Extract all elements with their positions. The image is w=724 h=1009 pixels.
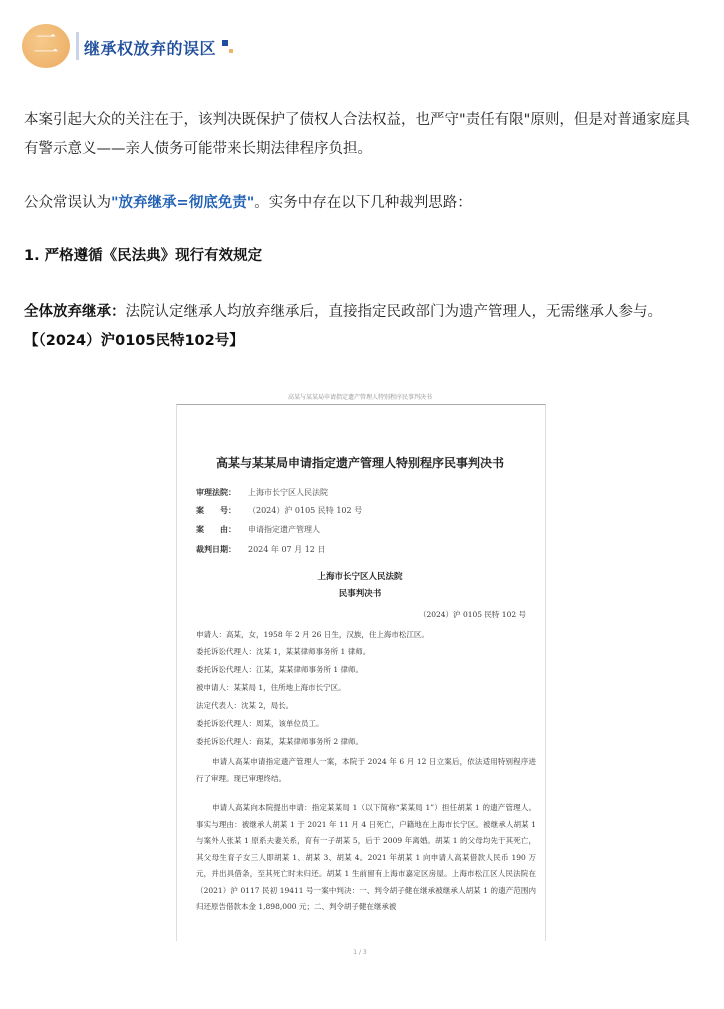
- paragraph-misconception: [24, 189, 700, 218]
- body-paragraph: 申请人高某申请指定遗产管理人一案，本院于 2024 年 6 月 12 日立案后，依法适用特别程序进行了审理。现已审理终结。: [196, 757, 536, 783]
- section-title: 继承权放弃的误区: [84, 39, 217, 58]
- meta-label: 审理法院：: [196, 487, 236, 497]
- party-line: 委托诉讼代理人：周某，该单位员工。: [196, 719, 324, 728]
- meta-row-court: [196, 487, 328, 498]
- document-type: 民事判决书: [338, 589, 382, 599]
- misconception-prefix: 公众常误认为: [24, 195, 111, 211]
- section-header: [22, 22, 322, 72]
- party-line: 委托诉讼代理人：江某，某某律师事务所 1 律师。: [196, 665, 364, 674]
- case-number: （2024）沪 0105 民特 102 号: [418, 610, 526, 619]
- party-line: 委托诉讼代理人：沈某 1，某某律师事务所 1 律师。: [196, 647, 371, 656]
- meta-label: 裁判日期：: [196, 544, 236, 554]
- misconception-suffix: 。实务中存在以下几种裁判思路：: [254, 195, 472, 211]
- document-title: 高某与某某局申请指定遗产管理人特别程序民事判决书: [215, 456, 504, 470]
- section-number-badge: [22, 24, 70, 68]
- decor-square-icon: [222, 40, 228, 46]
- page-number: 1 / 3: [353, 949, 367, 956]
- document-running-header: 高某与某某局申请指定遗产管理人特别程序民事判决书: [287, 394, 432, 401]
- meta-label: 案 号：: [196, 505, 236, 515]
- meta-row-cause: [196, 524, 320, 535]
- body-paragraph: 申请人高某向本院提出申请：指定某某局 1（以下简称“某某局 1”）担任胡某 1 的遗产管理人。事实与理由：被继承人胡某 1 于 2021 年 11 月 4 日死亡，户籍地在上海市长宁区。被继承人胡某 1 与案外人张某 1 原系夫妻关系，育有一子胡某 5，后于 2009 年离婚。胡某 1 的父母均先于其死亡，其父母生育子女三人即胡某 1、胡某 3、胡某 4。2021 年胡某 1 向申请人高某借款人民币 190 万元，并出具借条，至其死亡时未归还。胡某 1 生前留有上海市嘉定区房屋。上海市松江区人民法院在（2021）沪 0117 民初 19411 号一案中判决：一、判令胡子健在继承被继承人胡某 1 的遗产范围内归还原告借款本金 1,898,000 元；二、判令胡子健在继承被: [196, 803, 536, 911]
- paragraph-all-renounce: [24, 298, 700, 356]
- meta-value: （2024）沪 0105 民特 102 号: [248, 506, 363, 515]
- party-line: 申请人：高某，女，1958 年 2 月 26 日生，汉族，住上海市松江区。: [196, 630, 429, 639]
- meta-value: 上海市长宁区人民法院: [248, 488, 328, 497]
- party-line: 法定代表人：沈某 2，局长。: [196, 701, 294, 710]
- decor-small-square-icon: [229, 49, 233, 53]
- party-line: 被申请人：某某局 1，住所地上海市长宁区。: [196, 683, 346, 692]
- meta-row-case-number: [196, 505, 362, 516]
- section-number: 二: [32, 30, 59, 60]
- title-divider: [76, 32, 79, 60]
- meta-label: 案 由：: [196, 524, 236, 534]
- court-name: 上海市长宁区人民法院: [317, 572, 403, 582]
- judgment-document-image: [162, 388, 558, 963]
- meta-value: 2024 年 07 月 12 日: [248, 545, 326, 554]
- meta-value: 申请指定遗产管理人: [248, 525, 320, 534]
- paragraph-intro: 本案引起大众的关注在于，该判决既保护了债权人合法权益，也严守"责任有限"原则，但是对普通家庭具有警示意义——亲人债务可能带来长期法律程序负担。: [24, 112, 690, 157]
- meta-row-date: [196, 544, 325, 555]
- case-reference: 【（2024）沪0105民特102号】: [24, 333, 244, 349]
- misconception-highlight: "放弃继承=彻底免责": [111, 195, 255, 211]
- heading-strict-compliance: 1. 严格遵循《民法典》现行有效规定: [24, 248, 263, 264]
- all-renounce-text: 法院认定继承人均放弃继承后，直接指定民政部门为遗产管理人，无需继承人参与。: [125, 304, 662, 320]
- party-line: 委托诉讼代理人：商某，某某律师事务所 2 律师。: [196, 737, 364, 746]
- all-renounce-label: 全体放弃继承：: [24, 304, 126, 320]
